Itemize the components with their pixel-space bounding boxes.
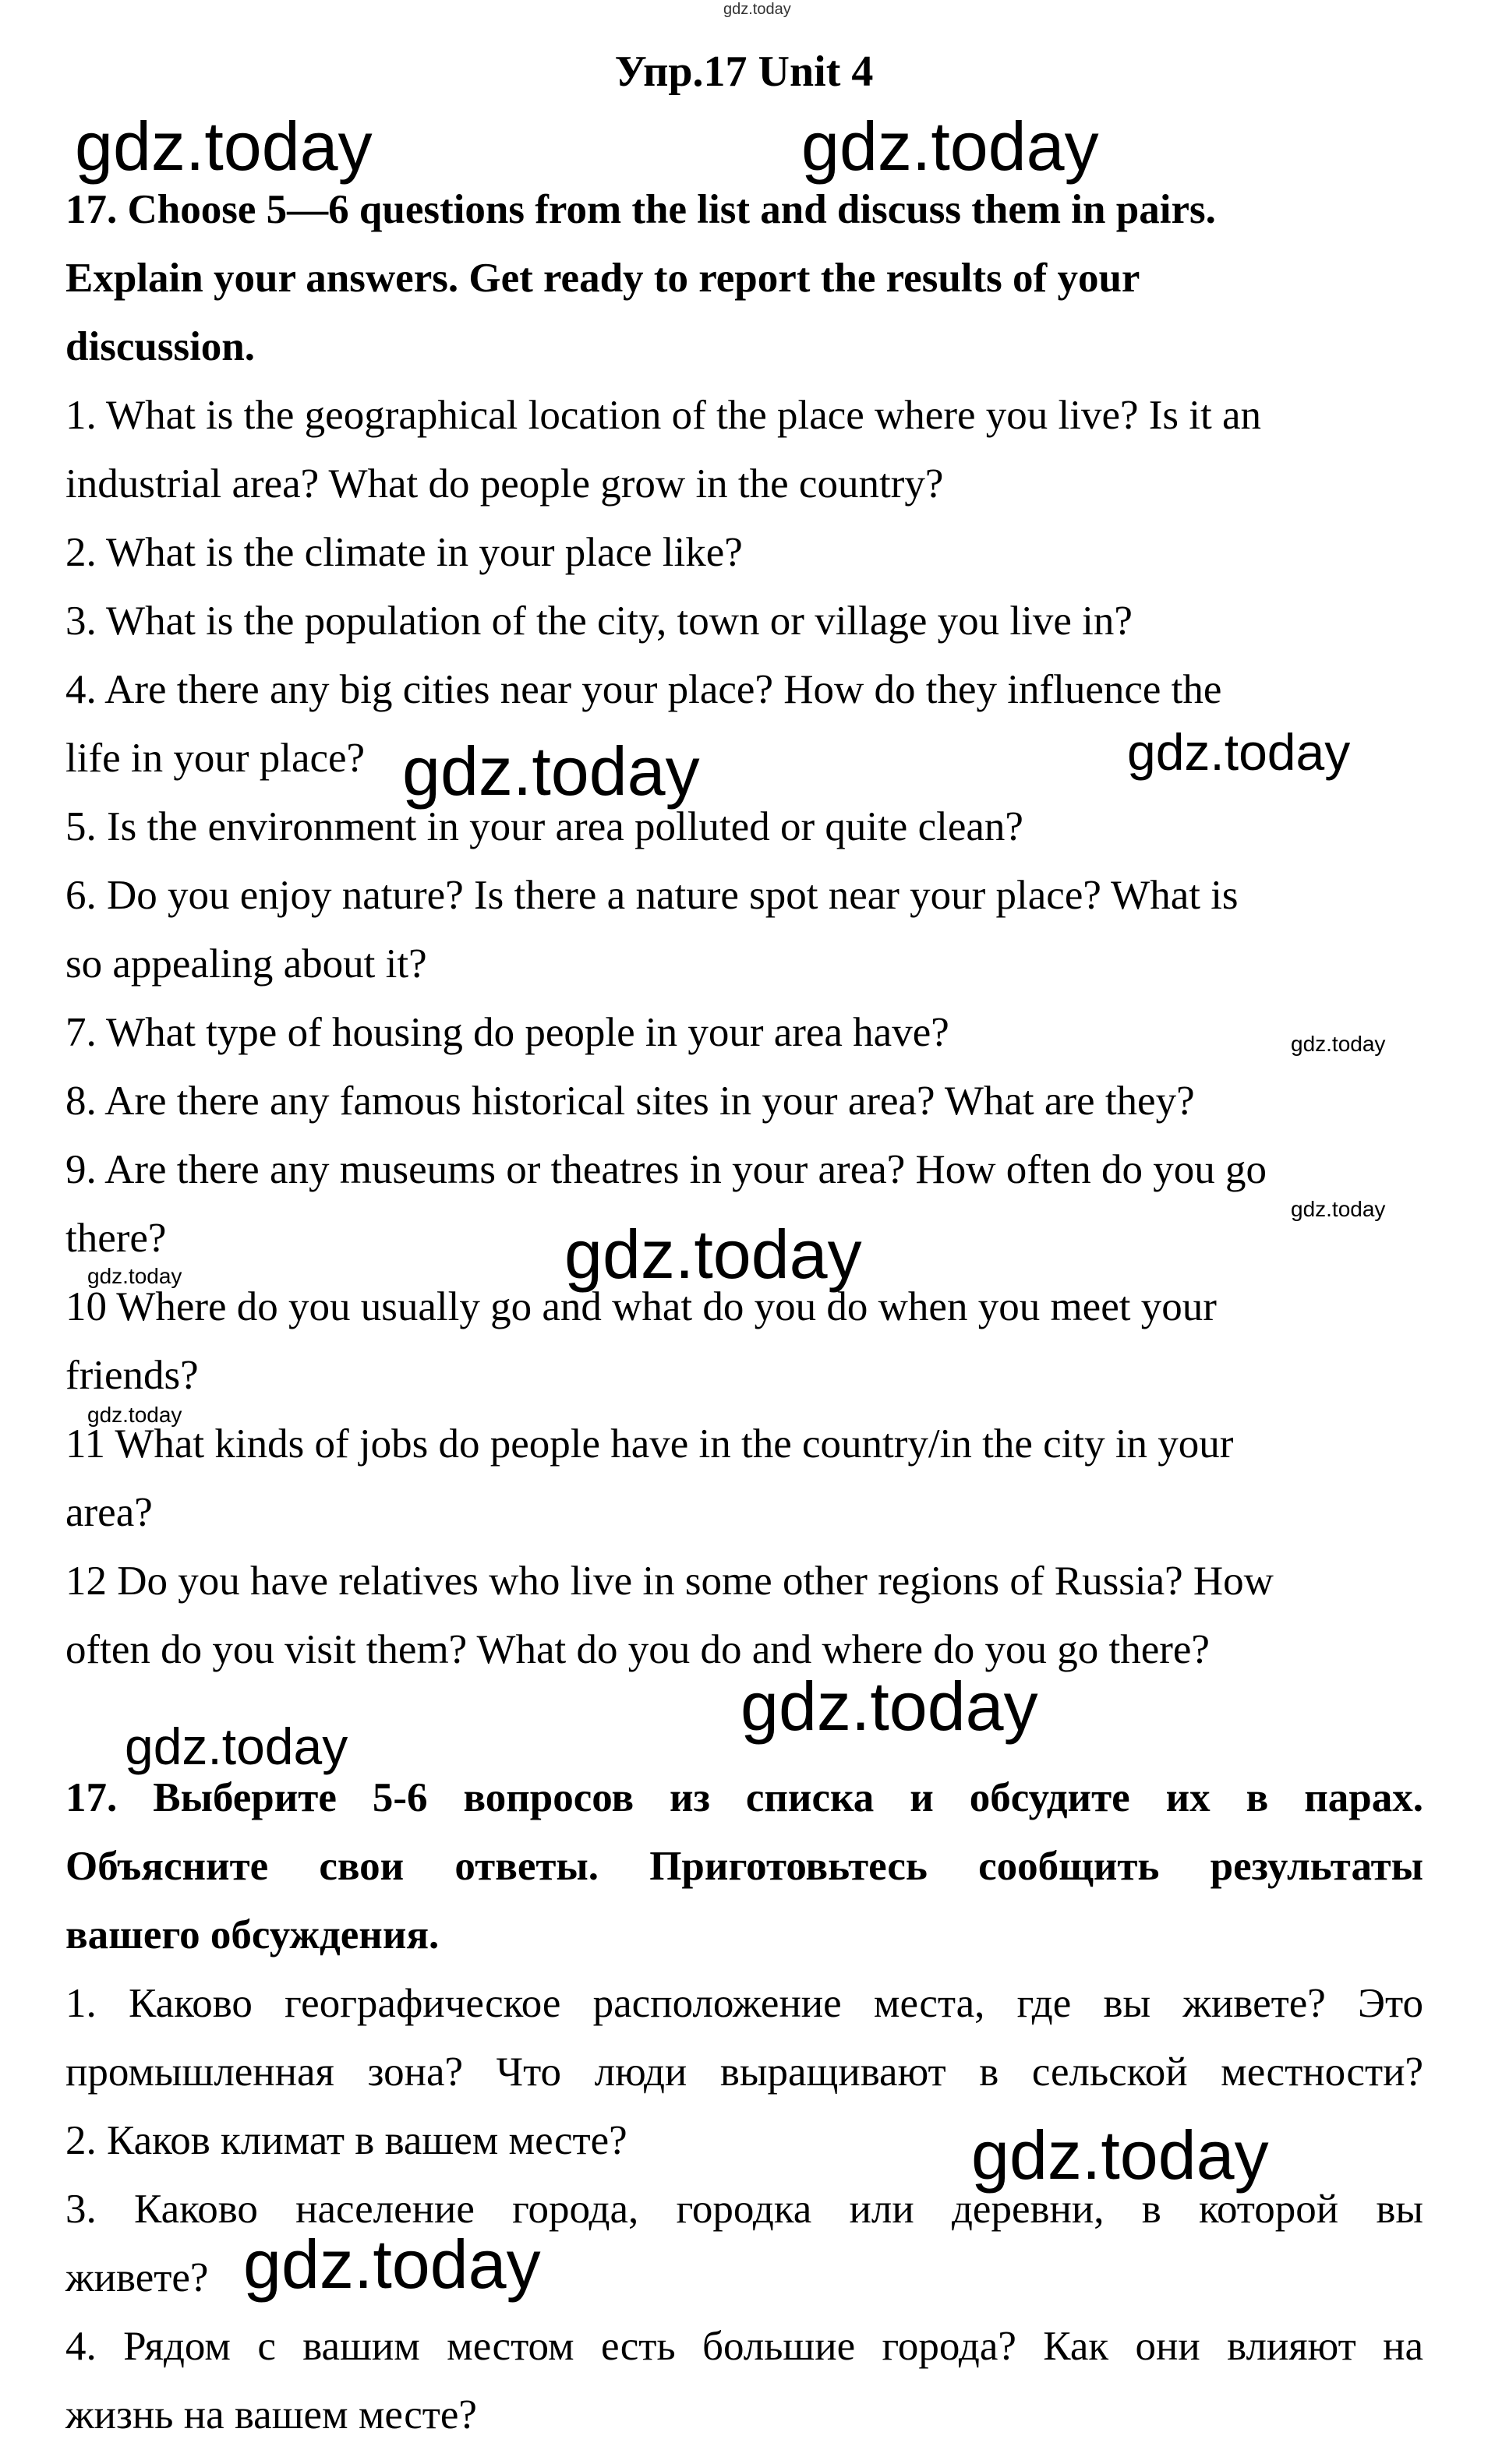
- watermark: gdz.today: [75, 108, 373, 185]
- english-question-line: life in your place?: [65, 736, 366, 781]
- english-question-line: 11 What kinds of jobs do people have in the country/in the city in your: [65, 1421, 1234, 1467]
- russian-question-line: 3. Каково население города, городка или деревни, в которой вы: [65, 2187, 1423, 2232]
- russian-question-line: 1. Каково географическое расположение места, где вы живете? Это: [65, 1981, 1423, 2026]
- english-question-line: 9. Are there any museums or theatres in your area? How often do you go: [65, 1147, 1267, 1192]
- english-question-line: 2. What is the climate in your place like?: [65, 530, 743, 575]
- english-question-line: 1. What is the geographical location of the place where you live? Is it an: [65, 393, 1261, 438]
- english-task-line: discussion.: [65, 324, 256, 369]
- watermark: gdz.today: [243, 2226, 541, 2303]
- english-question-line: 10 Where do you usually go and what do you do when you meet your: [65, 1284, 1217, 1329]
- russian-question-line: 4. Рядом с вашим местом есть большие города? Как они влияют на: [65, 2324, 1423, 2369]
- watermark: gdz.today: [801, 108, 1099, 185]
- watermark: gdz.today: [125, 1717, 348, 1775]
- russian-question-line: жизнь на вашем месте?: [65, 2392, 477, 2438]
- watermark: gdz.today: [1127, 723, 1351, 781]
- russian-task-line: Объясните свои ответы. Приготовьтесь сообщить результаты: [65, 1844, 1423, 1889]
- english-question-line: so appealing about it?: [65, 941, 427, 987]
- top-watermark: gdz.today: [723, 1, 791, 18]
- russian-question-line: промышленная зона? Что люди выращивают в сельской местности?: [65, 2049, 1423, 2095]
- page-title: Упр.17 Unit 4: [614, 48, 874, 96]
- english-task-line: 17. Choose 5—6 questions from the list and discuss them in pairs.: [65, 187, 1216, 232]
- watermark: gdz.today: [87, 1403, 182, 1427]
- english-question-line: industrial area? What do people grow in the country?: [65, 461, 944, 507]
- english-question-line: 12 Do you have relatives who live in some other regions of Russia? How: [65, 1559, 1274, 1604]
- russian-task-line: вашего обсуждения.: [65, 1912, 440, 1957]
- russian-question-line: живете?: [65, 2255, 209, 2300]
- english-question-line: friends?: [65, 1353, 199, 1398]
- english-question-line: 3. What is the population of the city, town or village you live in?: [65, 598, 1133, 644]
- watermark: gdz.today: [402, 732, 700, 810]
- english-question-line: there?: [65, 1216, 167, 1261]
- watermark: gdz.today: [971, 2116, 1269, 2194]
- russian-task-line: 17. Выберите 5-6 вопросов из списка и обсудите их в парах.: [65, 1775, 1423, 1820]
- english-question-line: 5. Is the environment in your area polluted or quite clean?: [65, 804, 1023, 849]
- english-question-line: 7. What type of housing do people in your area have?: [65, 1010, 949, 1055]
- english-question-line: 8. Are there any famous historical sites in your area? What are they?: [65, 1078, 1195, 1124]
- watermark: gdz.today: [564, 1216, 862, 1293]
- english-question-line: often do you visit them? What do you do and where do you go there?: [65, 1627, 1210, 1672]
- english-question-line: 4. Are there any big cities near your place? How do they influence the: [65, 667, 1222, 712]
- english-task-line: Explain your answers. Get ready to report the results of your: [65, 256, 1140, 301]
- english-question-line: area?: [65, 1490, 153, 1535]
- watermark: gdz.today: [740, 1668, 1038, 1745]
- watermark: gdz.today: [1291, 1197, 1386, 1221]
- watermark: gdz.today: [1291, 1032, 1386, 1056]
- watermark: gdz.today: [87, 1264, 182, 1288]
- russian-question-line: 2. Каков климат в вашем месте?: [65, 2118, 627, 2163]
- english-question-line: 6. Do you enjoy nature? Is there a nature spot near your place? What is: [65, 873, 1239, 918]
